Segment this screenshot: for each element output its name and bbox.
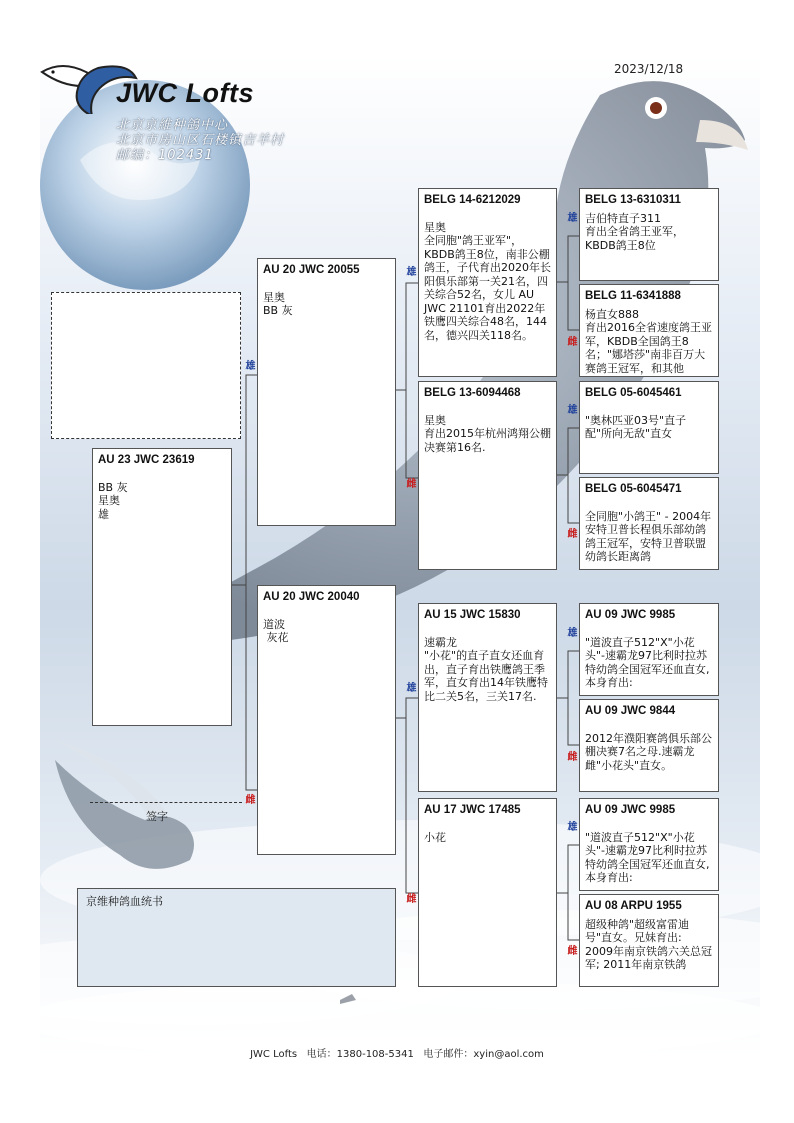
ring-number: BELG 05-6045461 (585, 387, 682, 399)
phone-number: 1380-108-5341 (336, 1049, 414, 1060)
ring-number: AU 20 JWC 20055 (263, 264, 360, 276)
email-address: xyin@aol.com (473, 1049, 544, 1060)
dam-card (257, 585, 396, 855)
bird-info: 小花 (424, 830, 446, 844)
male-marker: 雄 (565, 212, 576, 222)
ring-number: AU 23 JWC 23619 (98, 454, 195, 466)
ring-number: BELG 14-6212029 (424, 194, 521, 206)
ring-number: AU 20 JWC 20040 (263, 591, 360, 603)
bird-info: 全同胞"小鸽王" - 2004年安特卫普长程俱乐部幼鸽鸽王冠军，安特卫普联盟幼鸽长距离鸽 (585, 509, 712, 563)
bird-info: 星奥 BB 灰 (263, 290, 293, 317)
subject-bird-card (92, 448, 232, 726)
female-marker: 雌 (565, 945, 576, 955)
sdd-card (579, 477, 719, 570)
dds-card (579, 798, 719, 891)
date: 2023/12/18 (614, 62, 684, 76)
bird-info: 吉伯特直子311 育出全省鸽王亚军，KBDB鸽王8位 (585, 211, 684, 252)
phone-label: 电话： (306, 1049, 337, 1060)
signature-line (90, 802, 242, 803)
bird-info: 2012年濮阳赛鸽俱乐部公棚决赛7名之母.速霸龙雌"小花头"直女。 (585, 731, 712, 772)
female-marker: 雌 (565, 528, 576, 538)
ring-number: BELG 13-6094468 (424, 387, 521, 399)
male-marker: 雄 (565, 404, 576, 414)
sire-card (257, 258, 396, 526)
ring-number: BELG 13-6310311 (585, 194, 681, 206)
bird-info: BB 灰 星奥 雄 (98, 480, 128, 521)
ring-number: BELG 05-6045471 (585, 483, 682, 495)
female-marker: 雌 (565, 751, 576, 761)
ring-number: AU 17 JWC 17485 (424, 804, 521, 816)
certificate-box (77, 888, 396, 987)
certificate-title: 京维种鸽血统书 (86, 895, 163, 908)
bird-info: 星奥 育出2015年杭州鸿翔公棚决赛第16名. (424, 413, 551, 454)
bird-info: 星奥 全同胞"鸽王亚军"，KBDB鸽王8位，南非公棚鸽王，子代育出2020年长阳俱乐部第一关21名，四关综合52名，女儿 AU JWC 21101育出2022年铁鹰四关综合48名，144名，德兴四关118名。 (424, 220, 551, 342)
footer (0, 1045, 794, 1060)
ring-number: AU 09 JWC 9985 (585, 804, 676, 816)
footer-brand: JWC Lofts (250, 1049, 298, 1060)
email-label: 电子邮件： (423, 1049, 474, 1060)
dam-dam-card (418, 798, 557, 987)
sire-sire-card (418, 188, 557, 377)
ring-number: AU 09 JWC 9844 (585, 705, 676, 717)
address-line: 北京市房山区石楼镇吉羊村 (116, 133, 285, 148)
bird-info: "奥林匹亚03号"直子配"所向无敌"直女 (585, 413, 687, 440)
female-marker: 雌 (404, 478, 415, 488)
postcode-line: 邮编：102431 (116, 148, 214, 163)
ring-number: AU 09 JWC 9985 (585, 609, 676, 621)
male-marker: 雄 (565, 627, 576, 637)
org-name: 北京京維种鴿中心 (116, 118, 229, 133)
dsd-card (579, 699, 719, 792)
brand-title: JWC Lofts (116, 78, 254, 108)
bird-info: 速霸龙 "小花"的直子直女还血育出，直子育出铁鹰鸽王季军，直女育出14年铁鹰特比二关5名，三关17名. (424, 635, 548, 703)
dss-card (579, 603, 719, 696)
sds-card (579, 381, 719, 474)
male-marker: 雄 (243, 360, 254, 370)
female-marker: 雌 (404, 893, 415, 903)
signature-label: 签字 (146, 810, 168, 823)
dam-sire-card (418, 603, 557, 792)
male-marker: 雄 (565, 821, 576, 831)
ssd-card (579, 284, 719, 377)
sire-dam-card (418, 381, 557, 570)
ring-number: BELG 11-6341888 (585, 290, 681, 302)
address-block (116, 118, 284, 163)
ring-number: AU 15 JWC 15830 (424, 609, 521, 621)
bird-info: 道波 灰花 (263, 617, 289, 644)
photo-frame (51, 292, 241, 439)
male-marker: 雄 (404, 682, 415, 692)
female-marker: 雌 (565, 336, 576, 346)
male-marker: 雄 (404, 266, 415, 276)
female-marker: 雌 (243, 794, 254, 804)
ddd-card (579, 894, 719, 987)
bird-info: "道波直子512"X"小花头"-速霸龙97比利时拉苏特幼鸽全国冠军还血直女, 本身育出: (585, 635, 713, 689)
ring-number: AU 08 ARPU 1955 (585, 900, 682, 912)
bird-info: "道波直子512"X"小花头"-速霸龙97比利时拉苏特幼鸽全国冠军还血直女, 本身育出: (585, 830, 713, 884)
bird-info: 杨直女888 育出2016全省速度鸽王亚军，KBDB全国鸽王8名；"娜塔莎"南非百万大赛鸽王冠军，和其他 (585, 307, 712, 375)
bird-info: 超级种鸽"超级富雷迪号"直女。兄妹育出: 2009年南京铁鸽六关总冠军; 2011年南京铁鸽 (585, 917, 712, 971)
sss-card (579, 188, 719, 281)
